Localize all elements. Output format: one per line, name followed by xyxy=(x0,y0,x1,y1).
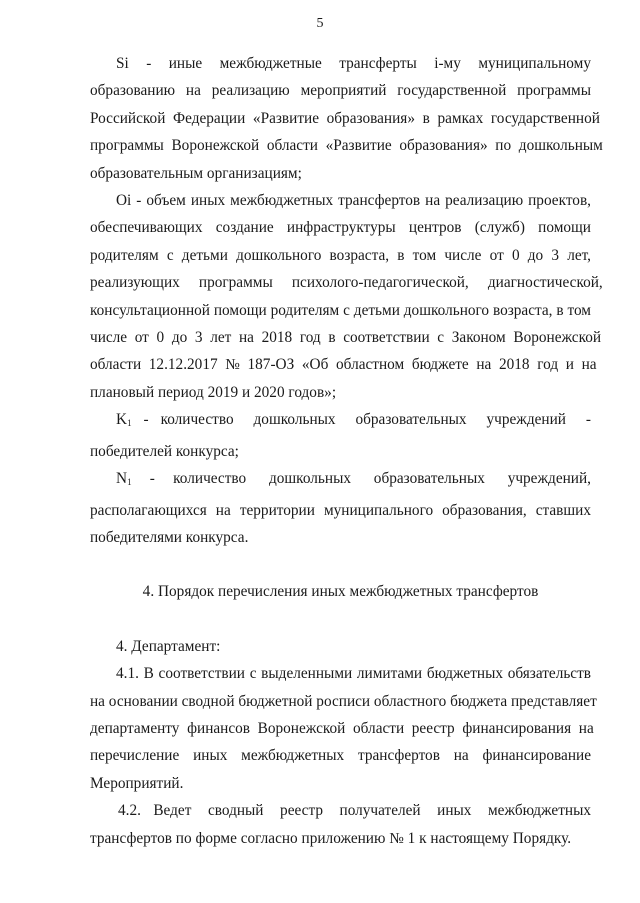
n-subscript: 1 xyxy=(127,477,132,488)
n-symbol: N xyxy=(116,470,128,488)
text-line: Мероприятий. xyxy=(90,774,184,792)
text-line: победителей конкурса; xyxy=(90,442,239,460)
paragraph-si-definition xyxy=(90,50,603,187)
paragraph-4-2 xyxy=(90,797,591,852)
paragraph-oi-definition xyxy=(90,187,603,406)
text-line: департаменту финансов Воронежской области реестр финансирования на xyxy=(90,719,594,737)
text-line: образованию на реализацию мероприятий государственной программы xyxy=(90,82,591,100)
text-line: области 12.12.2017 № 187-ОЗ «Об областном бюджете на 2018 год и на xyxy=(90,356,597,374)
k-line-rest: - количество дошкольных образовательных учреждений - xyxy=(131,411,591,429)
text-line: консультационной помощи родителям с детьми дошкольного возраста, в том xyxy=(90,301,591,319)
text-line: 4.2. Ведет сводный реестр получателей иных межбюджетных xyxy=(118,802,591,820)
text-line: на основании сводной бюджетной росписи областного бюджета представляет xyxy=(90,692,597,710)
k-subscript: 1 xyxy=(127,418,132,429)
text-line: располагающихся на территории муниципального образования, ставших xyxy=(90,501,591,519)
section-heading: 4. Порядок перечисления иных межбюджетных трансфертов xyxy=(142,583,539,601)
text-line: Si - иные межбюджетные трансферты i-му муниципальному xyxy=(116,55,591,72)
text-line xyxy=(90,406,591,437)
text-line: 4. Департамент: xyxy=(116,637,221,655)
text-line: обеспечивающих создание инфраструктуры центров (служб) помощи xyxy=(90,219,591,237)
text-line: 4.1. В соответствии с выделенными лимитами бюджетных обязательств xyxy=(116,665,591,683)
text-line: победителями конкурса. xyxy=(90,528,249,546)
page-number: 5 xyxy=(316,16,324,31)
text-line xyxy=(90,465,591,496)
k-symbol: K xyxy=(116,411,128,429)
text-line: плановый период 2019 и 2020 годов»; xyxy=(90,383,337,401)
text-line: Российской Федерации «Развитие образования» в рамках государственной xyxy=(90,109,600,127)
text-line: Oi - объем иных межбюджетных трансфертов на реализацию проектов, xyxy=(116,192,591,210)
text-line: образовательным организациям; xyxy=(90,164,302,182)
text-line: числе от 0 до 3 лет на 2018 год в соответствии с Законом Воронежской xyxy=(90,329,602,347)
paragraph-4-1 xyxy=(90,660,597,797)
text-line: реализующих программы психолого-педагогической, диагностической, xyxy=(90,274,603,292)
paragraph-department xyxy=(90,633,591,660)
text-line: программы Воронежской области «Развитие образования» по дошкольным xyxy=(90,137,603,155)
text-line: родителям с детьми дошкольного возраста, в том числе от 0 до 3 лет, xyxy=(90,246,591,264)
paragraph-k1-definition xyxy=(90,406,591,465)
text-line: перечисление иных межбюджетных трансфертов на финансирование xyxy=(90,747,591,765)
text-line: трансфертов по форме согласно приложению № 1 к настоящему Порядку. xyxy=(90,829,572,847)
n-line-rest: - количество дошкольных образовательных учреждений, xyxy=(131,470,591,488)
document-body xyxy=(90,50,603,852)
paragraph-n1-definition xyxy=(90,465,591,551)
